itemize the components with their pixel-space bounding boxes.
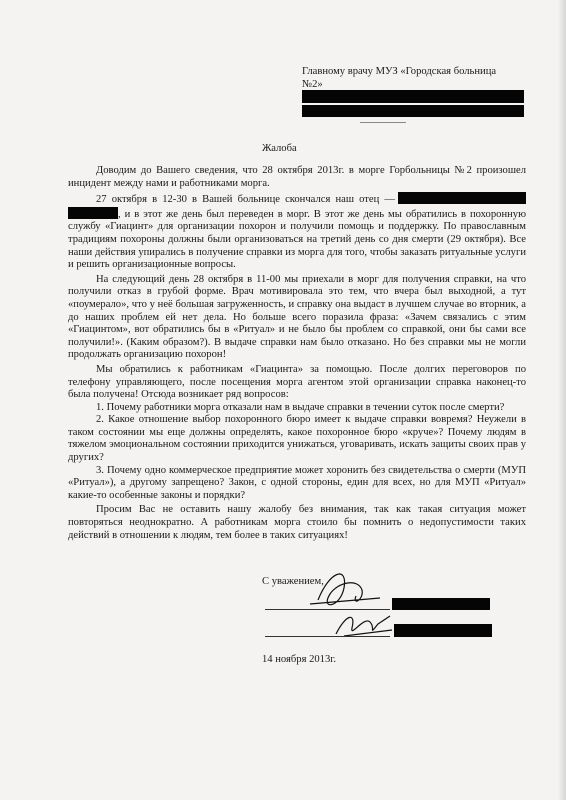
paragraph-intro: Доводим до Вашего сведения, что 28 октября 2013г. в морге Горбольницы №2 произошел инцидент между нами и работниками морга. bbox=[68, 165, 526, 189]
paragraph-death-rest: , и в этот же день был переведен в морг. В этот же день мы обратились в похоронную службу «Гиацинт» для организации похорон и получили помощь и поддержку. По православным традициям похороны должны были организоваться на третий день со дня смерти (29 октября). Все наши действия упирались в получение справки из морга для того, чтобы заказать ритуальные услуги и решить организационные вопросы. bbox=[68, 208, 526, 271]
closing-phrase: С уважением, bbox=[262, 576, 324, 587]
paragraph-giacint-help: Мы обратились к работникам «Гиацинта» за помощью. После долгих переговоров по телефону управляющего, после посещения морга агентом этой организации справка наконец-то была получена! Отсюда возникает ряд вопросов: bbox=[68, 363, 526, 401]
signature-line-2 bbox=[265, 636, 390, 637]
paragraph-request: Просим Вас не оставить нашу жалобу без внимания, так как такая ситуация может повторяться неоднократно. А работникам морга стоило бы помнить о недопустимости таких действий в отношении к людям, тем более в таких ситуациях! bbox=[68, 504, 526, 541]
paragraph-death bbox=[68, 192, 526, 272]
redacted-addressee-line bbox=[302, 105, 524, 117]
paragraph-morgue-visit: На следующий день 28 октября в 11-00 мы приехали в морг для получения справки, на что получили отказ в грубой форме. Врач мотивировала это тем, что вчера был выходной, а тут «поумерало», что у неё большая загруженность, и справку она выдаст в лучшем случае во вторник, а до наших проблем ей нет дела. Но больше всего поразила фраза: «Зачем связались с этим «Гиацинтом», вот обратились бы в «Ритуал» и не было бы проблем со справкой, они бы сами все получили!». (Каким образом?). В выдаче справки нам было отказано. Но без справки мы не могли продолжать организацию похорон! bbox=[68, 273, 526, 361]
addressee-line-2: №2» bbox=[302, 79, 323, 90]
addressee-line-1: Главному врачу МУЗ «Городская больница bbox=[302, 66, 497, 77]
paragraph-death-start: 27 октября в 12-30 в Вашей больнице скончался наш отец — bbox=[96, 194, 395, 206]
redacted-signer-1 bbox=[392, 598, 490, 610]
redacted-signer-2 bbox=[394, 624, 492, 637]
document-body bbox=[68, 165, 526, 542]
redacted-father-name bbox=[398, 192, 526, 204]
redacted-father-name-cont bbox=[68, 207, 118, 219]
question-2: 2. Какое отношение выбор похоронного бюро имеет к выдаче справки вовремя? Неужели в таком состоянии мы еще должны определять, какое похоронное бюро «круче»? Почему людям в тяжелом эмоциональном состоянии приходится унижаться, уговаривать, искать защиты своих прав у других? bbox=[68, 414, 526, 464]
document-date: 14 ноября 2013г. bbox=[262, 654, 337, 665]
question-3: 3. Почему одно коммерческое предприятие может хоронить без свидетельства о смерти (МУП «Ритуал»), а другому запрещено? Закон, с одной стороны, един для всех, но для МУП «Ритуал» какие-то особенные законы и порядки? bbox=[68, 464, 526, 501]
document-title: Жалоба bbox=[262, 143, 297, 154]
redacted-addressee-name bbox=[302, 90, 524, 103]
question-1: 1. Почему работники морга отказали нам в выдаче справки в течении суток после смерти? bbox=[96, 401, 505, 413]
faint-handwriting-mark bbox=[360, 122, 406, 123]
